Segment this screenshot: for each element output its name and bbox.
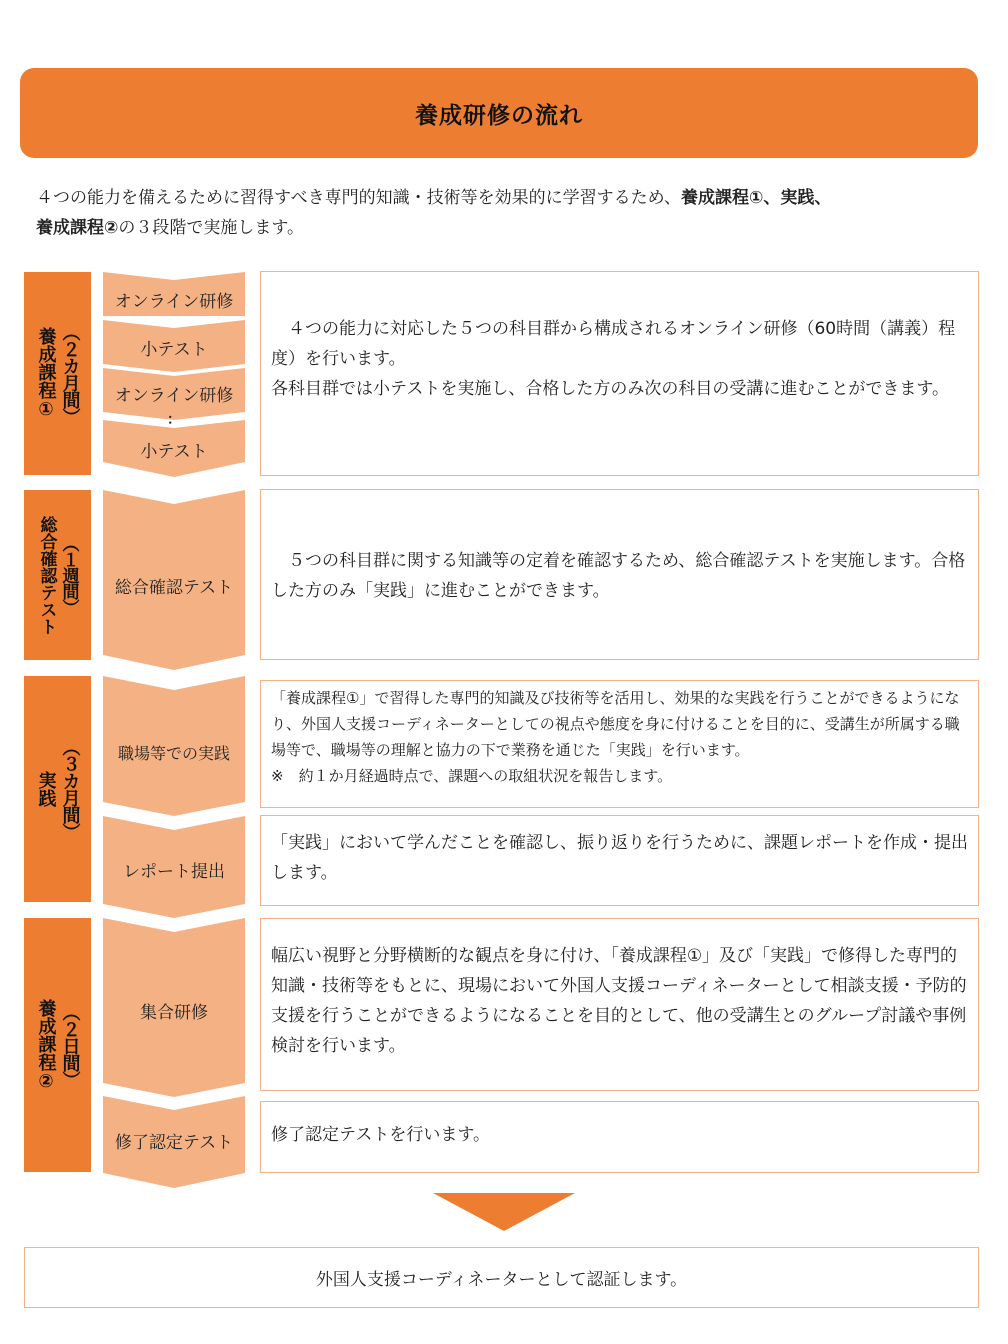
final-certification-box xyxy=(24,1247,979,1308)
step-online-1: オンライン研修 xyxy=(114,292,234,312)
step-test-2: 小テスト xyxy=(140,442,208,462)
step-report-submission: レポート提出 xyxy=(123,862,225,882)
down-arrow-icon xyxy=(433,1193,575,1231)
step-online-2: オンライン研修 xyxy=(114,386,234,406)
stage-label-main: 養成課程① xyxy=(35,327,57,420)
description-course1-text2: 各科目群では小テストを実施し、合格した方のみ次の科目の受講に進むことができます。 xyxy=(271,379,949,399)
description-report xyxy=(260,815,979,906)
step-comprehensive-test: 総合確認テスト xyxy=(114,578,234,598)
step-completion-test: 修了認定テスト xyxy=(114,1133,234,1153)
description-report-text: 「実践」において学んだことを確認し、振り返りを行うために、課題レポートを作成・提出します。 xyxy=(271,833,968,883)
description-comprehensive-text: ５つの科目群に関する知識等の定着を確認するため、総合確認テストを実施します。合格した方のみ「実践」に進むことができます。 xyxy=(271,551,966,601)
description-practice xyxy=(260,680,979,808)
stage-label-comprehensive-test xyxy=(24,490,91,660)
description-completion-test xyxy=(260,1101,979,1173)
intro-text xyxy=(36,183,966,243)
stage-label-sub: （２カ月間） xyxy=(59,322,81,425)
description-practice-text: 「養成課程①」で習得した専門的知識及び技術等を活用し、効果的な実践を行うことができるようになり、外国人支援コーディネーターとしての視点や態度を身に付けることを目的に、受講生が所属する職場等で、職場等の理解と協力の下で業務を通じた「実践」を行います。 xyxy=(271,689,960,759)
description-comprehensive-test xyxy=(260,489,979,660)
description-course1-text1: ４つの能力に対応した５つの科目群から構成されるオンライン研修（60時間（講義）程度）を行います。 xyxy=(271,319,956,369)
intro-bold2: 養成課程② xyxy=(36,218,119,238)
description-course1 xyxy=(260,271,979,476)
stage-label-course1 xyxy=(24,272,91,475)
intro-part1: ４つの能力を備えるために習得すべき専門的知識・技術等を効果的に学習するため、 xyxy=(36,188,681,208)
final-certification-text: 外国人支援コーディネーターとして認証します。 xyxy=(315,1270,688,1290)
stage-label-sub: （１週間） xyxy=(58,535,79,615)
step-group-training: 集合研修 xyxy=(140,1003,208,1023)
intro-part2: の３段階で実施します。 xyxy=(118,218,305,238)
description-practice-note: ※ 約１か月経過時点で、課題への取組状況を報告します。 xyxy=(271,767,673,785)
title-bar xyxy=(20,68,978,158)
stage-label-main: 総合確認テスト xyxy=(36,515,57,635)
step-workplace-practice: 職場等での実践 xyxy=(117,744,230,763)
description-completion-text: 修了認定テストを行います。 xyxy=(271,1125,490,1145)
stage-label-sub: （２日間） xyxy=(59,1002,81,1088)
stage-label-main: 実践 xyxy=(35,771,57,807)
stage-label-course2 xyxy=(24,918,91,1172)
page-title: 養成研修の流れ xyxy=(415,102,583,129)
stage-label-practice xyxy=(24,676,91,902)
step-ellipsis: ： xyxy=(167,412,181,428)
stage-label-main: 養成課程② xyxy=(35,998,57,1092)
description-course2-text: 幅広い視野と分野横断的な観点を身に付け、「養成課程①」及び「実践」で修得した専門的知識・技術等をもとに、現場において外国人支援コーディネーターとして相談支援・予防的支援を行うことができるようになることを目的として、他の受講生とのグループ討議や事例検討を行います。 xyxy=(271,946,967,1056)
stage-label-sub: （３カ月間） xyxy=(59,738,81,840)
intro-bold1: 養成課程①、実践、 xyxy=(680,188,832,208)
step-test-1: 小テスト xyxy=(140,340,208,360)
description-course2 xyxy=(260,918,979,1091)
